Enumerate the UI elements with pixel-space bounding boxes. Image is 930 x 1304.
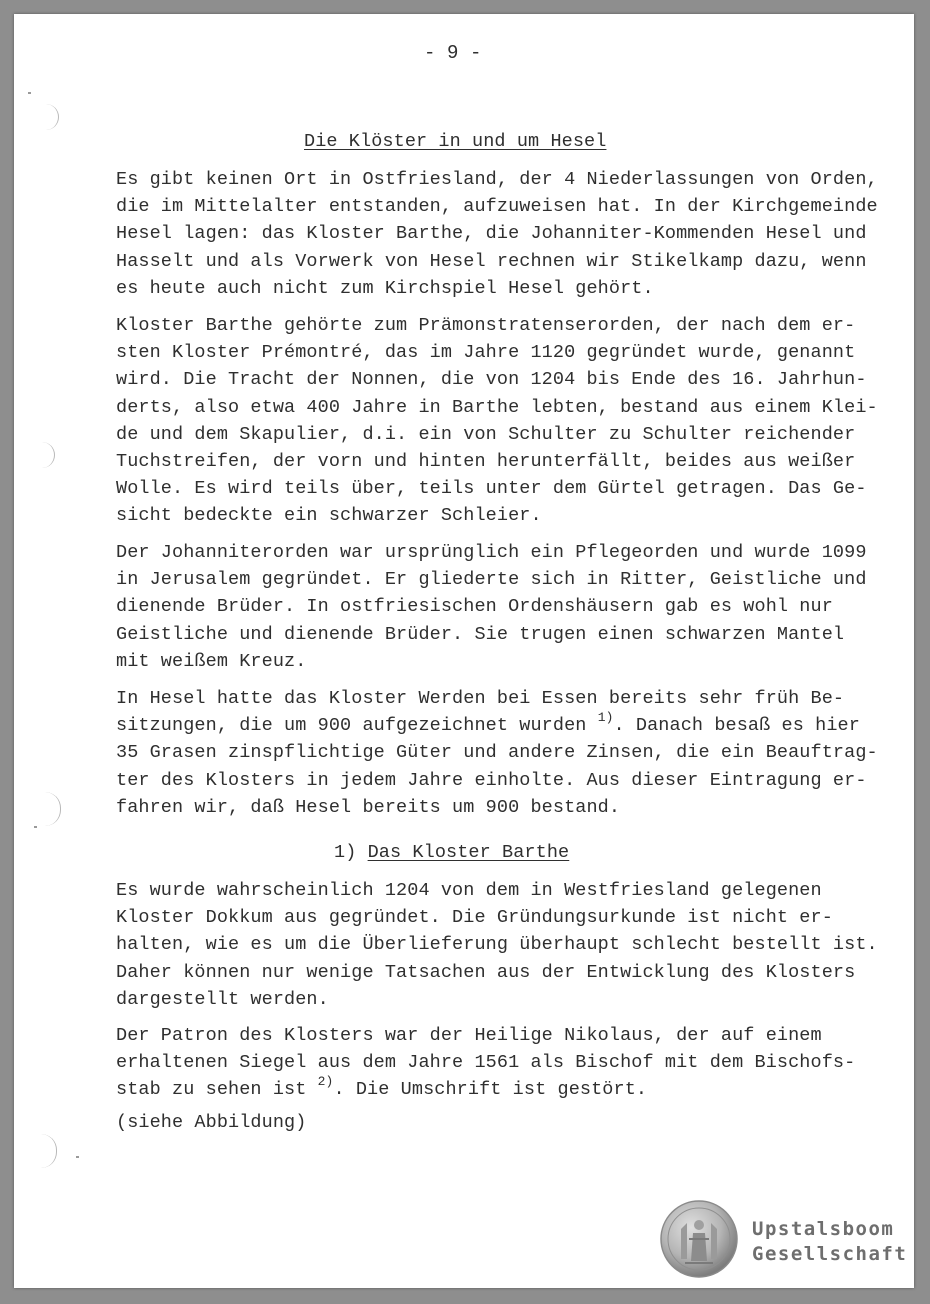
- closing-note: [116, 1109, 896, 1136]
- section-number: 1): [334, 842, 357, 863]
- text-line: Der Johanniterorden war ursprünglich ein Pflegeorden und wurde 1099: [116, 542, 867, 563]
- text-line: mit weißem Kreuz.: [116, 650, 307, 672]
- text-line: 35 Grasen zinspflichtige Güter und andere Zinsen, die ein Beauftrag-: [116, 742, 878, 764]
- text-line: Hasselt und als Vorwerk von Hesel rechnen wir Stikelkamp dazu, wenn: [116, 250, 867, 272]
- paragraph-founding: [116, 877, 896, 1013]
- logo-line: Gesellschaft: [752, 1243, 908, 1265]
- text-line: Hesel lagen: das Kloster Barthe, die Johanniter-Kommenden Hesel und: [116, 223, 867, 245]
- footnote-marker: 2): [317, 1074, 334, 1090]
- text-line: dienende Brüder. In ostfriesischen Ordenshäusern gab es wohl nur: [116, 596, 833, 618]
- section-heading: [334, 842, 569, 863]
- text-line: derts, also etwa 400 Jahre in Barthe lebten, bestand aus einem Klei-: [116, 396, 878, 418]
- text-line: Tuchstreifen, der vorn und hinten herunterfällt, beides aus weißer: [116, 450, 856, 472]
- page-number: - 9 -: [424, 42, 482, 64]
- paragraph-werden: [116, 685, 896, 821]
- seal-icon: [659, 1199, 739, 1279]
- text-line: de und dem Skapulier, d.i. ein von Schulter zu Schulter reichender: [116, 423, 856, 445]
- text-line: (siehe Abbildung): [116, 1112, 307, 1133]
- text-line: halten, wie es um die Überlieferung überhaupt schlecht bestellt ist.: [116, 934, 878, 956]
- document-page: [14, 14, 914, 1288]
- text-line: Es gibt keinen Ort in Ostfriesland, der 4 Niederlassungen von Orden,: [116, 169, 878, 190]
- text-line: in Jerusalem gegründet. Er gliederte sich in Ritter, Geistliche und: [116, 569, 867, 591]
- text-fragment: . Danach besaß es hier: [613, 715, 860, 737]
- section-title: Das Kloster Barthe: [367, 842, 570, 863]
- footnote-marker: 1): [597, 710, 614, 726]
- text-line: Es wurde wahrscheinlich 1204 von dem in Westfriesland gelegenen: [116, 880, 822, 901]
- text-line: sten Kloster Prémontré, das im Jahre 1120 gegründet wurde, genannt: [116, 342, 856, 364]
- page-title: Die Klöster in und um Hesel: [304, 131, 607, 152]
- paragraph-intro: [116, 166, 896, 302]
- text-fragment: stab zu sehen ist: [116, 1079, 318, 1101]
- text-line: In Hesel hatte das Kloster Werden bei Essen bereits sehr früh Be-: [116, 688, 845, 709]
- text-line: ter des Klosters in jedem Jahre einholte. Aus dieser Eintragung er-: [116, 769, 867, 791]
- text-fragment: sitzungen, die um 900 aufgezeichnet wurden: [116, 715, 598, 737]
- punch-hole-mark: [40, 1134, 57, 1168]
- text-line: [116, 1076, 896, 1103]
- scan-speck: [76, 1156, 79, 1158]
- text-fragment: . Die Umschrift ist gestört.: [333, 1079, 648, 1101]
- text-line: Wolle. Es wird teils über, teils unter dem Gürtel getragen. Das Ge-: [116, 478, 867, 500]
- paragraph-patron: [116, 1022, 896, 1104]
- text-line: es heute auch nicht zum Kirchspiel Hesel gehört.: [116, 277, 654, 299]
- logo-line: Upstalsboom: [752, 1218, 895, 1240]
- punch-hole-mark: [38, 442, 55, 468]
- text-line: erhaltenen Siegel aus dem Jahre 1561 als Bischof mit dem Bischofs-: [116, 1052, 856, 1074]
- text-line: die im Mittelalter entstanden, aufzuweisen hat. In der Kirchgemeinde: [116, 196, 878, 218]
- scan-speck: [34, 826, 37, 828]
- text-line: Der Patron des Klosters war der Heilige Nikolaus, der auf einem: [116, 1025, 822, 1046]
- text-line: Kloster Barthe gehörte zum Prämonstratenserorden, der nach dem er-: [116, 315, 856, 336]
- text-line: Geistliche und dienende Brüder. Sie trugen einen schwarzen Mantel: [116, 623, 845, 645]
- text-line: dargestellt werden.: [116, 988, 329, 1010]
- text-line: sicht bedeckte ein schwarzer Schleier.: [116, 505, 542, 527]
- society-logo: [659, 1199, 914, 1279]
- paragraph-barthe-order: [116, 312, 896, 530]
- text-line: Kloster Dokkum aus gegründet. Die Gründungsurkunde ist nicht er-: [116, 907, 833, 929]
- scan-speck: [28, 92, 31, 94]
- paragraph-johanniter: [116, 539, 896, 675]
- text-line: [116, 712, 896, 739]
- text-line: fahren wir, daß Hesel bereits um 900 bestand.: [116, 796, 621, 818]
- text-line: wird. Die Tracht der Nonnen, die von 1204 bis Ende des 16. Jahrhun-: [116, 369, 867, 391]
- text-line: Daher können nur wenige Tatsachen aus der Entwicklung des Klosters: [116, 961, 856, 983]
- logo-text: [752, 1217, 907, 1267]
- punch-hole-mark: [44, 792, 61, 826]
- punch-hole-mark: [42, 104, 59, 130]
